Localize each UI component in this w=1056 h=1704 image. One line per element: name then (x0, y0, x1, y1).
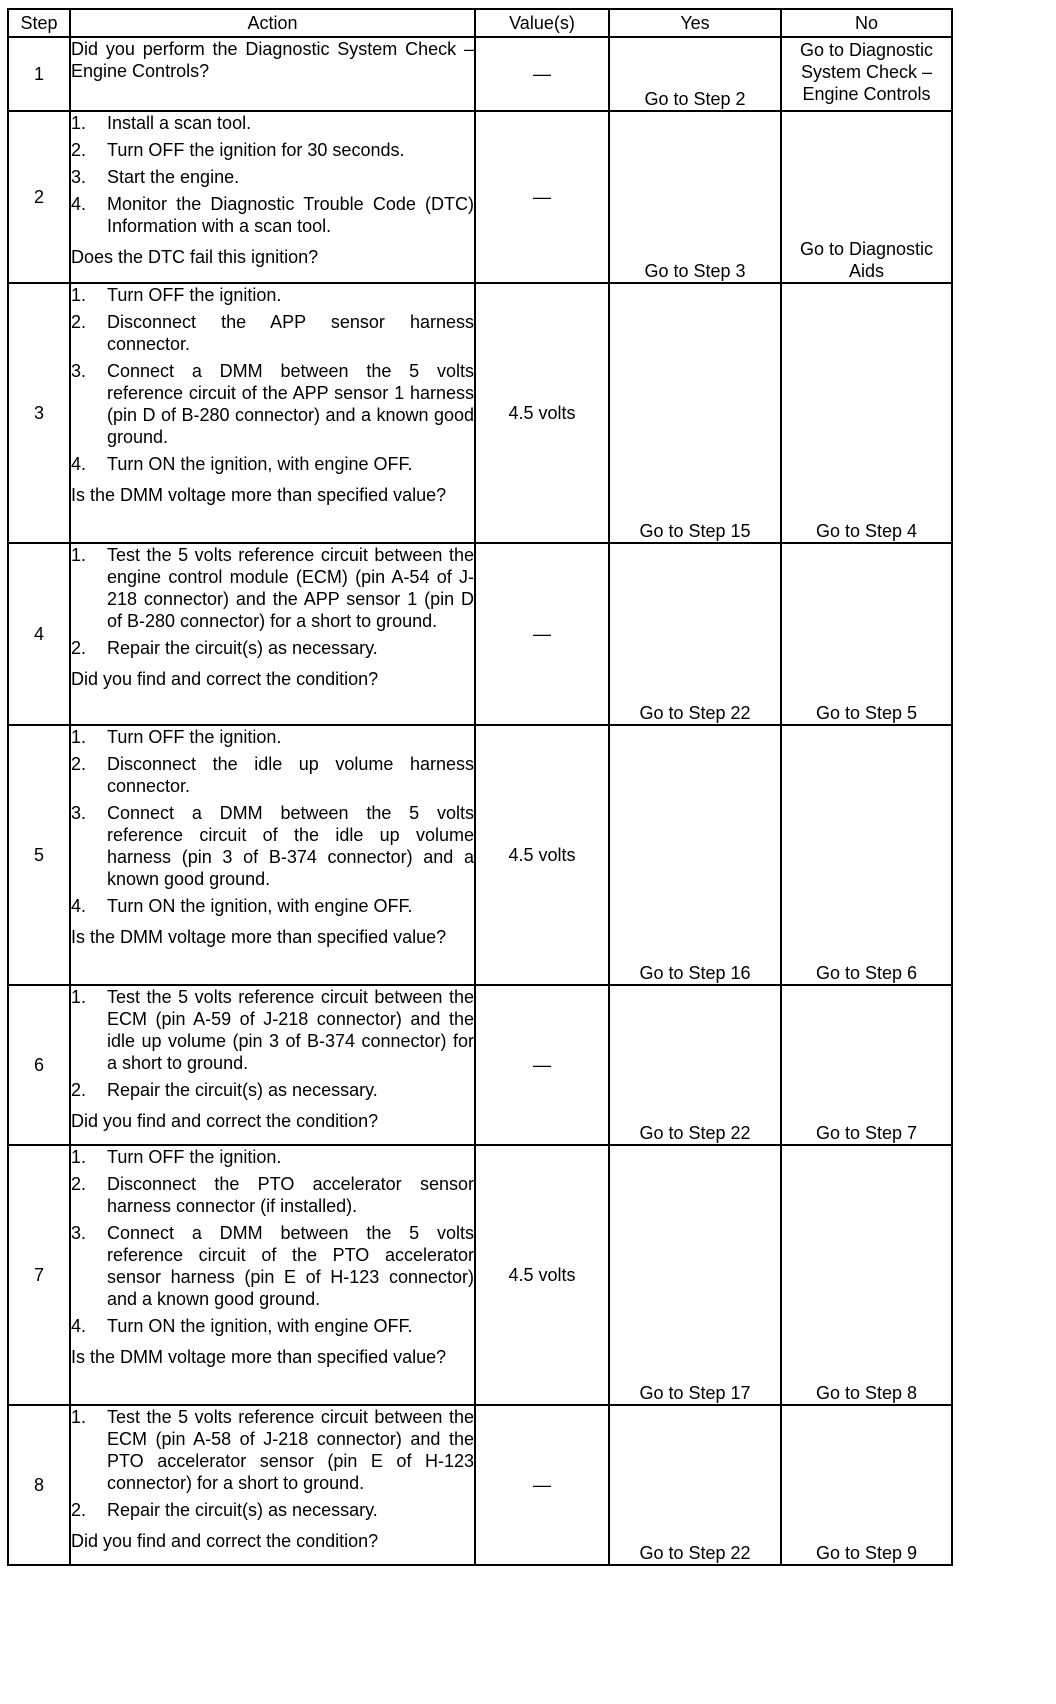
step-number: 3 (8, 283, 70, 543)
action-step-number: 1. (71, 987, 87, 1007)
yes-cell: Go to Step 16 (609, 725, 781, 985)
action-step-text: Test the 5 volts reference circuit between the ECM (pin A-59 of J-218 connector) and the idle up volume (pin 3 of B-374 connector) for a short to ground. (107, 987, 474, 1073)
action-step-item (71, 284, 474, 306)
header-no: No (781, 9, 952, 37)
action-step-number: 2. (71, 1080, 87, 1100)
yes-cell: Go to Step 22 (609, 985, 781, 1145)
action-question: Did you find and correct the condition? (71, 1111, 379, 1131)
action-steps-list (71, 1406, 474, 1521)
table-row (8, 37, 952, 111)
action-step-number: 3. (71, 361, 87, 381)
action-cell (70, 111, 475, 283)
action-cell (70, 725, 475, 985)
action-step-item (71, 802, 474, 890)
action-step-text: Test the 5 volts reference circuit between the engine control module (ECM) (pin A-54 of J-218 connector) and the APP sensor 1 (pin D of B-280 connector) for a short to ground. (107, 545, 474, 631)
table-row (8, 725, 952, 985)
action-step-item (71, 360, 474, 448)
action-step-text: Install a scan tool. (107, 113, 252, 133)
action-step-text: Repair the circuit(s) as necessary. (107, 1500, 378, 1520)
value-cell: 4.5 volts (475, 725, 609, 985)
action-step-item (71, 544, 474, 632)
action-cell (70, 283, 475, 543)
action-step-item (71, 112, 474, 134)
action-step-text: Turn OFF the ignition. (107, 285, 282, 305)
table-row (8, 283, 952, 543)
action-step-number: 4. (71, 454, 87, 474)
action-step-number: 1. (71, 545, 87, 565)
action-step-number: 1. (71, 727, 87, 747)
action-steps-list (71, 726, 474, 917)
action-step-number: 4. (71, 194, 87, 214)
table-row (8, 985, 952, 1145)
step-number: 2 (8, 111, 70, 283)
action-question: Did you find and correct the condition? (71, 669, 379, 689)
value-cell: — (475, 1405, 609, 1565)
action-step-item (71, 637, 474, 659)
no-cell: Go to Step 8 (781, 1145, 952, 1405)
action-step-number: 1. (71, 1407, 87, 1427)
value-cell: 4.5 volts (475, 1145, 609, 1405)
action-step-item (71, 1146, 474, 1168)
action-step-text: Monitor the Diagnostic Trouble Code (DTC) Information with a scan tool. (107, 194, 474, 236)
action-step-number: 2. (71, 1174, 87, 1194)
action-step-number: 2. (71, 754, 87, 774)
action-question: Does the DTC fail this ignition? (71, 247, 319, 267)
action-step-number: 3. (71, 803, 87, 823)
table-row (8, 543, 952, 725)
no-cell: Go to Diagnostic Aids (781, 111, 952, 283)
action-step-item (71, 166, 474, 188)
yes-cell: Go to Step 2 (609, 37, 781, 111)
value-cell: — (475, 37, 609, 111)
no-cell: Go to Step 9 (781, 1405, 952, 1565)
action-cell (70, 1145, 475, 1405)
action-step-text: Connect a DMM between the 5 volts reference circuit of the PTO accelerator sensor harness (pin E of H-123 connector) and a known good ground. (107, 1223, 474, 1309)
action-step-item (71, 1222, 474, 1310)
value-cell: — (475, 543, 609, 725)
table-row (8, 1405, 952, 1565)
step-number: 5 (8, 725, 70, 985)
action-step-number: 1. (71, 285, 87, 305)
action-step-text: Turn OFF the ignition. (107, 1147, 282, 1167)
action-question: Is the DMM voltage more than specified value? (71, 927, 447, 947)
action-step-text: Repair the circuit(s) as necessary. (107, 1080, 378, 1100)
step-number: 8 (8, 1405, 70, 1565)
action-cell (70, 985, 475, 1145)
action-steps-list (71, 1146, 474, 1337)
action-step-text: Test the 5 volts reference circuit between the ECM (pin A-58 of J-218 connector) and the PTO accelerator sensor (pin E of H-123 connector) for a short to ground. (107, 1407, 474, 1493)
step-number: 6 (8, 985, 70, 1145)
no-cell: Go to Diagnostic System Check – Engine Controls (781, 37, 952, 111)
action-step-item (71, 1499, 474, 1521)
header-action: Action (70, 9, 475, 37)
action-step-number: 1. (71, 113, 87, 133)
action-question: Is the DMM voltage more than specified value? (71, 485, 447, 505)
action-step-text: Disconnect the idle up volume harness connector. (107, 754, 474, 796)
action-question: Did you find and correct the condition? (71, 1531, 379, 1551)
action-step-text: Disconnect the PTO accelerator sensor harness connector (if installed). (107, 1174, 474, 1216)
action-step-item (71, 753, 474, 797)
step-number: 7 (8, 1145, 70, 1405)
table-row (8, 1145, 952, 1405)
no-cell: Go to Step 6 (781, 725, 952, 985)
action-step-item (71, 453, 474, 475)
action-step-text: Turn OFF the ignition for 30 seconds. (107, 140, 405, 160)
table-header-row (8, 9, 952, 37)
action-question: Did you perform the Diagnostic System Check – Engine Controls? (71, 39, 474, 81)
action-step-text: Start the engine. (107, 167, 240, 187)
action-step-number: 4. (71, 1316, 87, 1336)
value-cell: — (475, 111, 609, 283)
header-step: Step (8, 9, 70, 37)
yes-cell: Go to Step 22 (609, 1405, 781, 1565)
action-step-number: 4. (71, 896, 87, 916)
action-step-text: Turn ON the ignition, with engine OFF. (107, 1316, 413, 1336)
header-values: Value(s) (475, 9, 609, 37)
action-step-item (71, 139, 474, 161)
action-step-number: 3. (71, 167, 87, 187)
action-step-item (71, 1406, 474, 1494)
action-step-item (71, 311, 474, 355)
yes-cell: Go to Step 3 (609, 111, 781, 283)
action-step-text: Turn OFF the ignition. (107, 727, 282, 747)
action-step-text: Connect a DMM between the 5 volts reference circuit of the APP sensor 1 harness (pin D of B-280 connector) and a known good ground. (107, 361, 474, 447)
action-step-item (71, 1079, 474, 1101)
action-step-text: Turn ON the ignition, with engine OFF. (107, 896, 413, 916)
step-number: 1 (8, 37, 70, 111)
action-step-item (71, 895, 474, 917)
action-question: Is the DMM voltage more than specified value? (71, 1347, 447, 1367)
no-cell: Go to Step 4 (781, 283, 952, 543)
action-step-item (71, 726, 474, 748)
table-row (8, 111, 952, 283)
yes-cell: Go to Step 22 (609, 543, 781, 725)
header-yes: Yes (609, 9, 781, 37)
action-step-number: 2. (71, 140, 87, 160)
action-steps-list (71, 284, 474, 475)
action-steps-list (71, 112, 474, 237)
yes-cell: Go to Step 15 (609, 283, 781, 543)
action-cell (70, 1405, 475, 1565)
diagnostic-table (7, 8, 953, 1566)
action-step-number: 2. (71, 1500, 87, 1520)
action-step-number: 2. (71, 312, 87, 332)
action-step-text: Repair the circuit(s) as necessary. (107, 638, 378, 658)
action-step-item (71, 986, 474, 1074)
action-step-text: Turn ON the ignition, with engine OFF. (107, 454, 413, 474)
step-number: 4 (8, 543, 70, 725)
yes-cell: Go to Step 17 (609, 1145, 781, 1405)
action-step-item (71, 1315, 474, 1337)
action-step-number: 2. (71, 638, 87, 658)
action-steps-list (71, 986, 474, 1101)
value-cell: 4.5 volts (475, 283, 609, 543)
no-cell: Go to Step 5 (781, 543, 952, 725)
action-step-text: Connect a DMM between the 5 volts reference circuit of the idle up volume harness (pin 3 of B-374 connector) and a known good ground. (107, 803, 474, 889)
no-cell: Go to Step 7 (781, 985, 952, 1145)
action-step-item (71, 193, 474, 237)
table-body (8, 37, 952, 1565)
action-steps-list (71, 544, 474, 659)
action-cell (70, 37, 475, 111)
value-cell: — (475, 985, 609, 1145)
action-step-number: 1. (71, 1147, 87, 1167)
action-step-text: Disconnect the APP sensor harness connector. (107, 312, 474, 354)
action-step-number: 3. (71, 1223, 87, 1243)
action-step-item (71, 1173, 474, 1217)
action-cell (70, 543, 475, 725)
